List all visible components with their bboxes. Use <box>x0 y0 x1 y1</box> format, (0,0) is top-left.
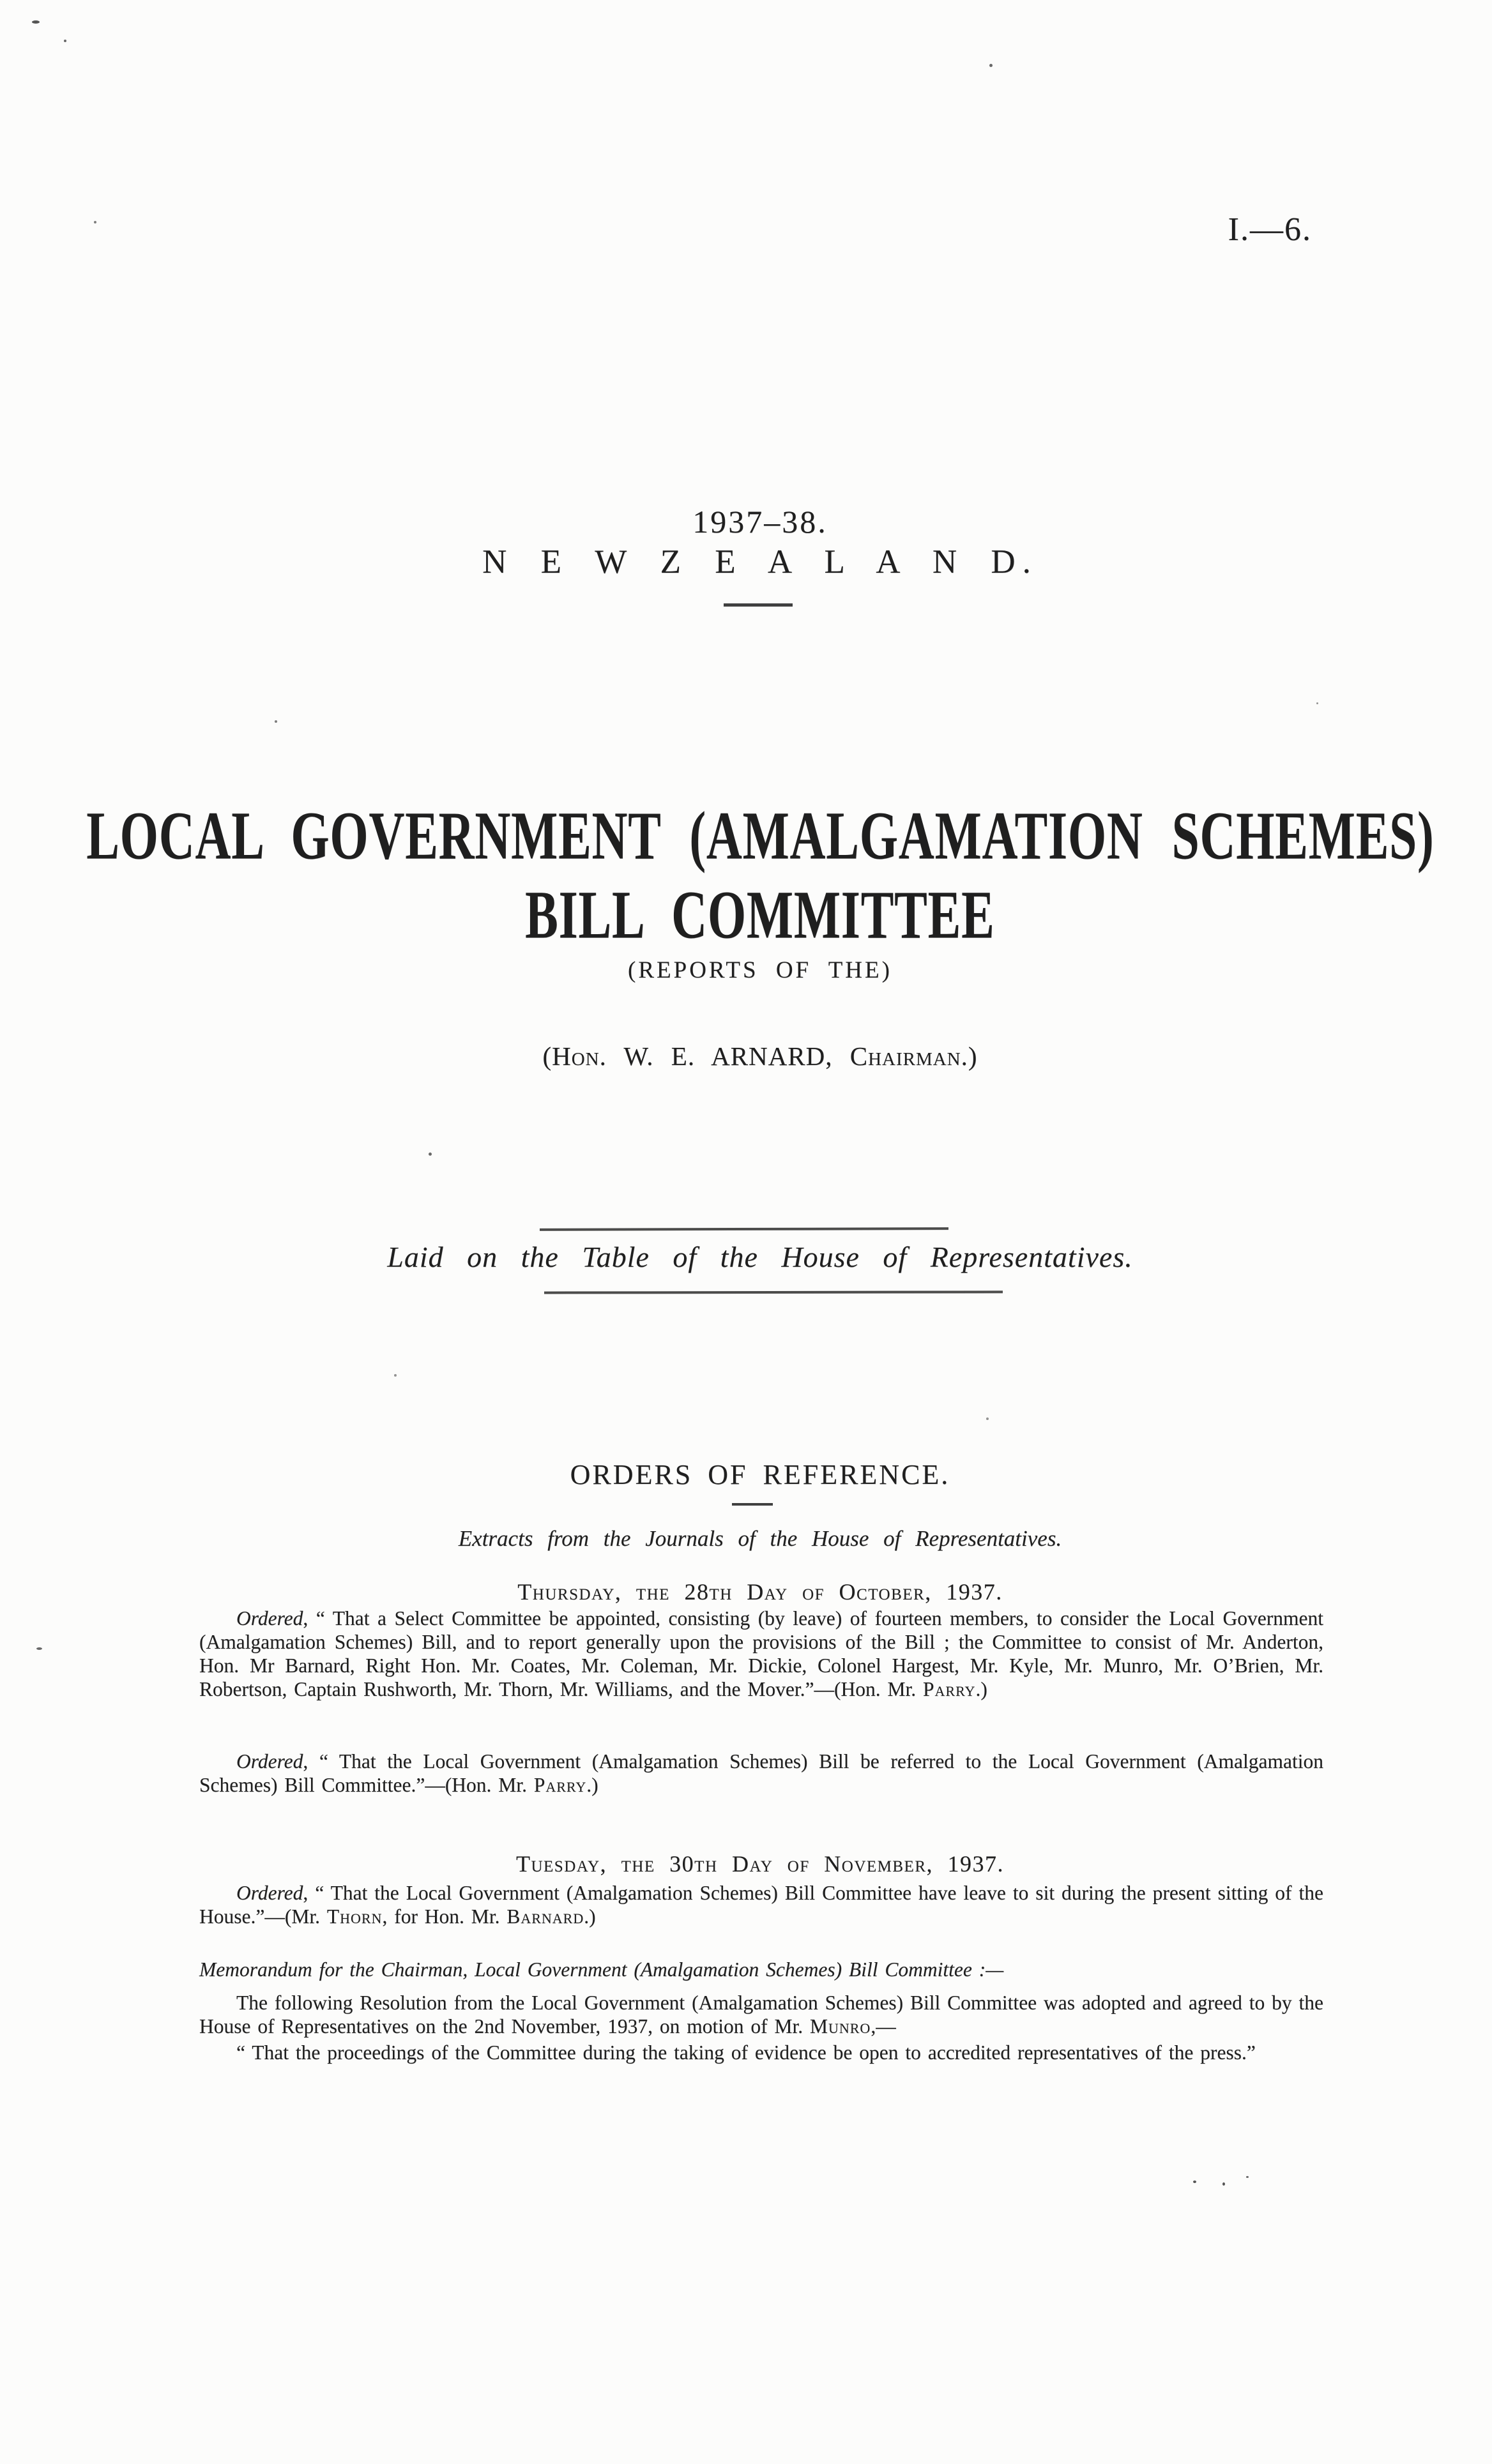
scan-speck <box>32 20 40 24</box>
reports-subtitle: (REPORTS OF THE) <box>628 957 892 983</box>
scan-speck <box>1222 2182 1225 2186</box>
orders-of-reference-heading: ORDERS OF REFERENCE. <box>570 1459 950 1490</box>
divider-rule <box>540 1227 948 1231</box>
country-heading: N E W Z E A L A N D. <box>482 543 1038 580</box>
laid-on-table-line: Laid on the Table of the House of Representatives. <box>387 1241 1133 1273</box>
press-quote-paragraph: “ That the proceedings of the Committee during the taking of evidence be open to accredited representatives of the press.” <box>236 2041 1256 2064</box>
scan-speck <box>1316 702 1318 704</box>
divider-rule <box>544 1290 1003 1294</box>
scan-speck <box>275 720 277 723</box>
main-title-line-1: LOCAL GOVERNMENT (AMALGAMATION SCHEMES) <box>86 798 1435 874</box>
scan-speck <box>989 64 993 67</box>
divider-rule <box>724 603 793 607</box>
ordered-paragraph: Ordered, “ That a Select Committee be appointed, consisting (by leave) of fourteen members, to consider the Local Government (Amalgamation Schemes) Bill, and to report generally upon the provisions of the Bill ; the Committee to consist of Mr. Anderton, Hon. Mr Barnard, Right Hon. Mr. Coates, Mr. Coleman, Mr. Dickie, Colonel Hargest, Mr. Kyle, Mr. Munro, Mr. O’Brien, Mr. Robertson, Captain Rushworth, Mr. Thorn, Mr. Williams, and the Mover.”—(Hon. Mr. Parry.) <box>199 1607 1323 1700</box>
resolution-paragraph: The following Resolution from the Local Government (Amalgamation Schemes) Bill Committee was adopted and agreed to by the House of Representatives on the 2nd November, 1937, on motion of Mr. Munro,— <box>199 1992 1323 2037</box>
scan-speck <box>94 221 96 223</box>
scan-speck <box>1246 2176 1249 2178</box>
ordered-paragraph: Ordered, “ That the Local Government (Amalgamation Schemes) Bill be referred to the Local Government (Amalgamation Schemes) Bill Committee.”—(Hon. Mr. Parry.) <box>199 1750 1323 1796</box>
scan-speck <box>36 1647 42 1650</box>
paper-number: I.—6. <box>1228 211 1312 248</box>
scan-speck <box>394 1374 397 1377</box>
memorandum-heading: Memorandum for the Chairman, Local Government (Amalgamation Schemes) Bill Committee :— <box>199 1958 1004 1981</box>
main-title-line-2: BILL COMMITTEE <box>525 877 995 953</box>
extracts-source-line: Extracts from the Journals of the House of Representatives. <box>458 1526 1062 1551</box>
chairman-note: (Hon. W. E. ARNARD, Chairman.) <box>542 1041 978 1071</box>
scan-speck <box>64 40 66 42</box>
ordered-paragraph: Ordered, “ That the Local Government (Amalgamation Schemes) Bill Committee have leave to sit during the present sitting of the House.”—(Mr. Thorn, for Hon. Mr. Barnard.) <box>199 1882 1323 1928</box>
sitting-date-heading: Thursday, the 28th Day of October, 1937. <box>517 1579 1003 1605</box>
scan-speck <box>986 1417 989 1420</box>
divider-dash <box>732 1503 773 1506</box>
scan-speck <box>429 1153 432 1156</box>
session-year: 1937–38. <box>692 504 828 540</box>
scan-speck <box>1193 2181 1196 2183</box>
sitting-date-heading: Tuesday, the 30th Day of November, 1937. <box>515 1851 1004 1877</box>
